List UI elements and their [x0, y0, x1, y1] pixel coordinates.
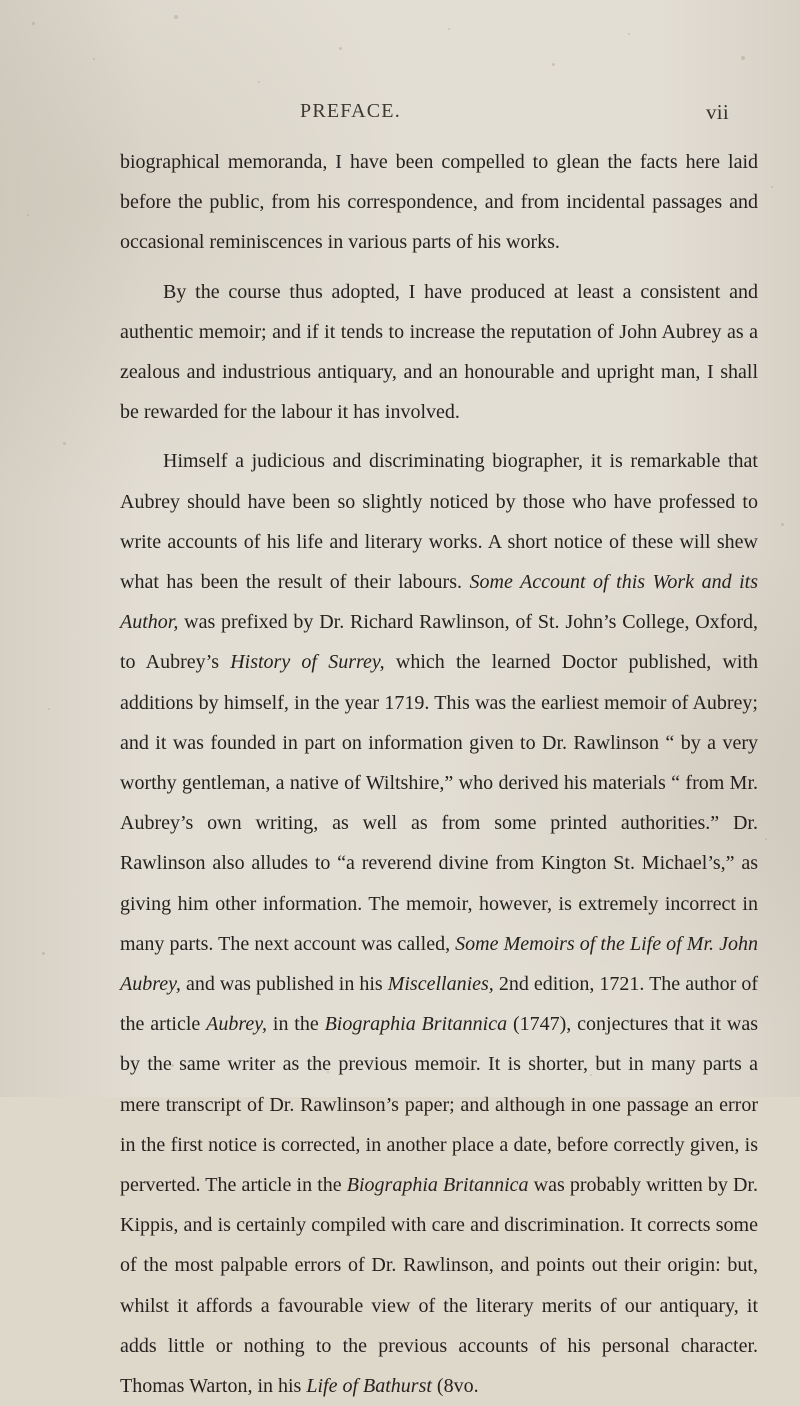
paper-speckle [552, 63, 555, 66]
paper-speckle [48, 708, 50, 710]
work-title: Aubrey, [206, 1013, 268, 1036]
paragraph-3-text-1: Himself a judicious and discriminating biographer, it is remarkable that Aubrey should have been so slightly noticed by those who have professed to write accounts of his life and literary works. A short notice of these will shew what has been the result of their labours. [120, 450, 758, 594]
paper-speckle [27, 214, 29, 216]
paragraph-3-text-9: (8vo. [431, 1375, 479, 1398]
paragraph-3-text-2: was prefixed by Dr. Richard Rawlinson, of St. John’s College, Oxford, to Aubrey’s [120, 611, 758, 674]
paper-speckle [339, 47, 342, 50]
paragraph-3-text-5: 2nd edition, 1721. The author of the article [120, 973, 758, 1036]
paragraph-3-text-7: (1747), conjectures that it was by the same writer as the previous memoir. It is shorter, but in many parts a mere transcript of Dr. Rawlinson’s paper; and although in one passage an error in the first notice is corrected, in another place a date, before correctly given, is perverted. The article in the [120, 1013, 758, 1197]
work-title: Biographia Britannica [346, 1174, 529, 1197]
paper-speckle [32, 22, 35, 25]
work-title: Some Account of this Work and its Author, [120, 571, 758, 634]
work-title: Life of Bathurst [306, 1375, 432, 1398]
paper-speckle [448, 28, 450, 30]
work-title: Some Memoirs of the Life of Mr. John Aubrey, [120, 932, 759, 996]
paper-speckle [42, 952, 45, 955]
paragraph-1: biographical memoranda, I have been compelled to glean the facts here laid before the public, from his correspondence, and from incidental passages and occasional reminiscences in various parts of his works. [120, 151, 758, 254]
work-title: History of Surrey, [230, 651, 385, 674]
paragraph-3-text-8: was probably written by Dr. Kippis, and is certainly compiled with care and discrimination. It corrects some of the most palpable errors of Dr. Rawlinson, and points out their origin: but, whilst it affords a favourable view of the literary merits of our antiquary, it adds little or nothing to the previous accounts of his personal character. Thomas Warton, in his [120, 1174, 758, 1398]
paper-speckle [174, 15, 178, 19]
page-number: vii [706, 100, 730, 124]
paper-speckle [258, 81, 260, 83]
paragraph-3-text-4: and was published in his [180, 973, 388, 996]
body-text [120, 142, 758, 1406]
paragraph-3 [120, 441, 758, 1406]
page-header [0, 100, 800, 140]
work-title: Biographia Britannica [324, 1013, 508, 1036]
paragraph-gap [120, 263, 758, 272]
paper-speckle [63, 442, 66, 445]
paragraph-gap [120, 432, 758, 441]
paragraph-3-text-6: in the [267, 1013, 325, 1036]
paragraph-3-text-3: which the learned Doctor published, with additions by himself, in the year 1719. This was the earliest memoir of Aubrey; and it was founded in part on information given to Dr. Rawlinson “ by a very worthy gentleman, a native of Wiltshire,” who derived his materials “ from Mr. Aubrey’s own writing, as well as from some printed authorities.” Dr. Rawlinson also alludes to “a reverend divine from Kington St. Michael’s,” as giving him other information. The memoir, however, is extremely incorrect in many parts. The next account was called, [120, 651, 759, 955]
paper-speckle [771, 186, 773, 188]
paragraph-2: By the course thus adopted, I have produced at least a consistent and authentic memoir; and if it tends to increase the reputation of John Aubrey as a zealous and industrious antiquary, and an honourable and upright man, I shall be rewarded for the labour it has involved. [120, 280, 758, 424]
paper-speckle [628, 33, 630, 35]
paper-speckle [741, 56, 745, 60]
paper-speckle [93, 58, 95, 60]
work-title: Miscellanies, [387, 973, 494, 996]
paper-speckle [781, 523, 784, 526]
running-title: PREFACE. [300, 100, 401, 122]
paper-speckle [765, 838, 767, 840]
